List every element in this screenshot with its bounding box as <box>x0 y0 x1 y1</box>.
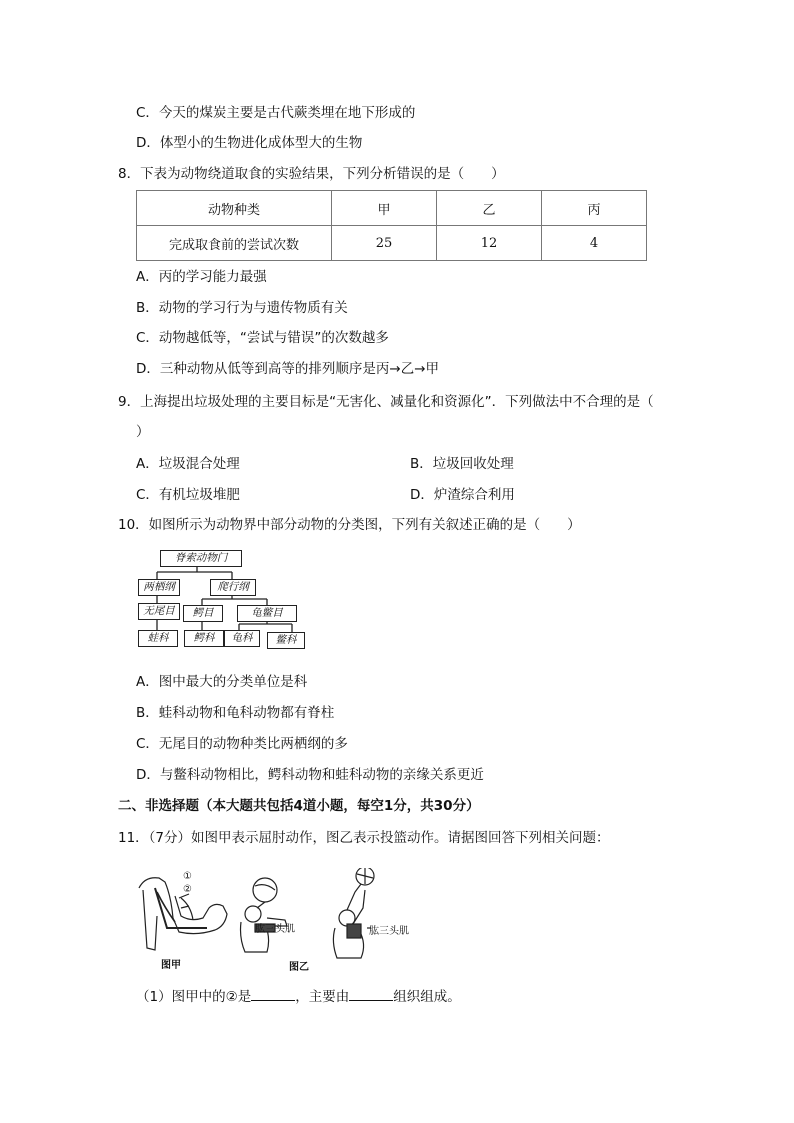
tree-node-family-ranidae: 蛙科 <box>138 630 178 647</box>
table-cell: 25 <box>331 226 436 261</box>
q11-sub1-text-3: 组织组成。 <box>393 989 461 1005</box>
q8-option-a: A．丙的学习能力最强 <box>136 269 267 285</box>
triceps-label-right: 肱三头肌 <box>369 926 409 937</box>
table-header-cell: 动物种类 <box>137 191 332 226</box>
q10-option-a: A．图中最大的分类单位是科 <box>136 674 308 690</box>
q8-option-c: C．动物越低等，“尝试与错误”的次数越多 <box>136 330 389 346</box>
figure-yi-caption: 图乙 <box>289 962 309 973</box>
answer-blank-2[interactable] <box>349 986 393 1001</box>
q8-option-d: D．三种动物从低等到高等的排列顺序是丙→乙→甲 <box>136 361 440 377</box>
q11-stem: 11．（7分）如图甲表示屈肘动作，图乙表示投篮动作。请据图回答下列相关问题： <box>118 830 610 846</box>
q9-stem: 9．上海提出垃圾处理的主要目标是“无害化、减量化和资源化”．下列做法中不合理的是（ <box>118 394 654 410</box>
q8-results-table <box>136 190 647 261</box>
q7-option-c: C．今天的煤炭主要是古代蕨类埋在地下形成的 <box>136 105 416 121</box>
tree-node-order-anura: 无尾目 <box>138 603 180 620</box>
tree-node-family-testudinidae: 龟科 <box>224 630 260 647</box>
tree-node-family-trionychidae: 鳖科 <box>267 632 305 649</box>
q11-sub1-text-1: （1）图甲中的②是 <box>136 989 252 1005</box>
q11-figure <box>135 868 425 973</box>
marker-2: ② <box>183 884 192 895</box>
q8-option-b: B．动物的学习行为与遗传物质有关 <box>136 300 348 316</box>
q10-option-c: C．无尾目的动物种类比两栖纲的多 <box>136 736 348 752</box>
q9-option-c: C．有机垃圾堆肥 <box>136 487 240 503</box>
arm-and-basketball-illustration <box>135 868 425 968</box>
table-header-cell: 甲 <box>331 191 436 226</box>
q10-option-b: B．蛙科动物和龟科动物都有脊柱 <box>136 705 335 721</box>
q10-stem: 10．如图所示为动物界中部分动物的分类图，下列有关叙述正确的是（ ） <box>118 517 581 533</box>
q7-option-d: D．体型小的生物进化成体型大的生物 <box>136 135 363 151</box>
q9-option-a: A．垃圾混合处理 <box>136 456 240 472</box>
tree-node-class-reptilia: 爬行纲 <box>210 579 256 596</box>
tree-node-family-crocodylidae: 鳄科 <box>184 630 224 647</box>
answer-blank-1[interactable] <box>251 986 295 1001</box>
table-cell: 12 <box>436 226 541 261</box>
q9-stem-close: ） <box>136 424 150 440</box>
q11-sub1 <box>136 986 461 1006</box>
q9-option-d: D．炉渣综合利用 <box>410 487 515 503</box>
tree-node-class-amphibia: 两栖纲 <box>138 579 180 596</box>
triceps-label-left: 肱三头肌 <box>255 924 295 935</box>
q9-option-b: B．垃圾回收处理 <box>410 456 514 472</box>
classification-diagram <box>137 550 307 655</box>
section-heading: 二、非选择题（本大题共包括4道小题，每空1分，共30分） <box>118 798 480 814</box>
table-row <box>137 226 647 261</box>
q10-option-d: D．与鳖科动物相比，鳄科动物和蛙科动物的亲缘关系更近 <box>136 767 484 783</box>
table-header-cell: 乙 <box>436 191 541 226</box>
table-header-cell: 丙 <box>542 191 647 226</box>
q8-stem: 8．下表为动物绕道取食的实验结果，下列分析错误的是（ ） <box>118 166 505 182</box>
tree-node-order-crocodilia: 鳄目 <box>183 605 223 622</box>
table-cell: 4 <box>542 226 647 261</box>
table-header-row <box>137 191 647 226</box>
tree-node-order-testudines: 龟鳖目 <box>237 605 297 622</box>
marker-1: ① <box>183 871 192 882</box>
q11-sub1-text-2: ，主要由 <box>295 989 350 1005</box>
table-row-label: 完成取食前的尝试次数 <box>137 226 332 261</box>
figure-jia-caption: 图甲 <box>161 960 181 971</box>
tree-node-phylum: 脊索动物门 <box>160 550 242 567</box>
